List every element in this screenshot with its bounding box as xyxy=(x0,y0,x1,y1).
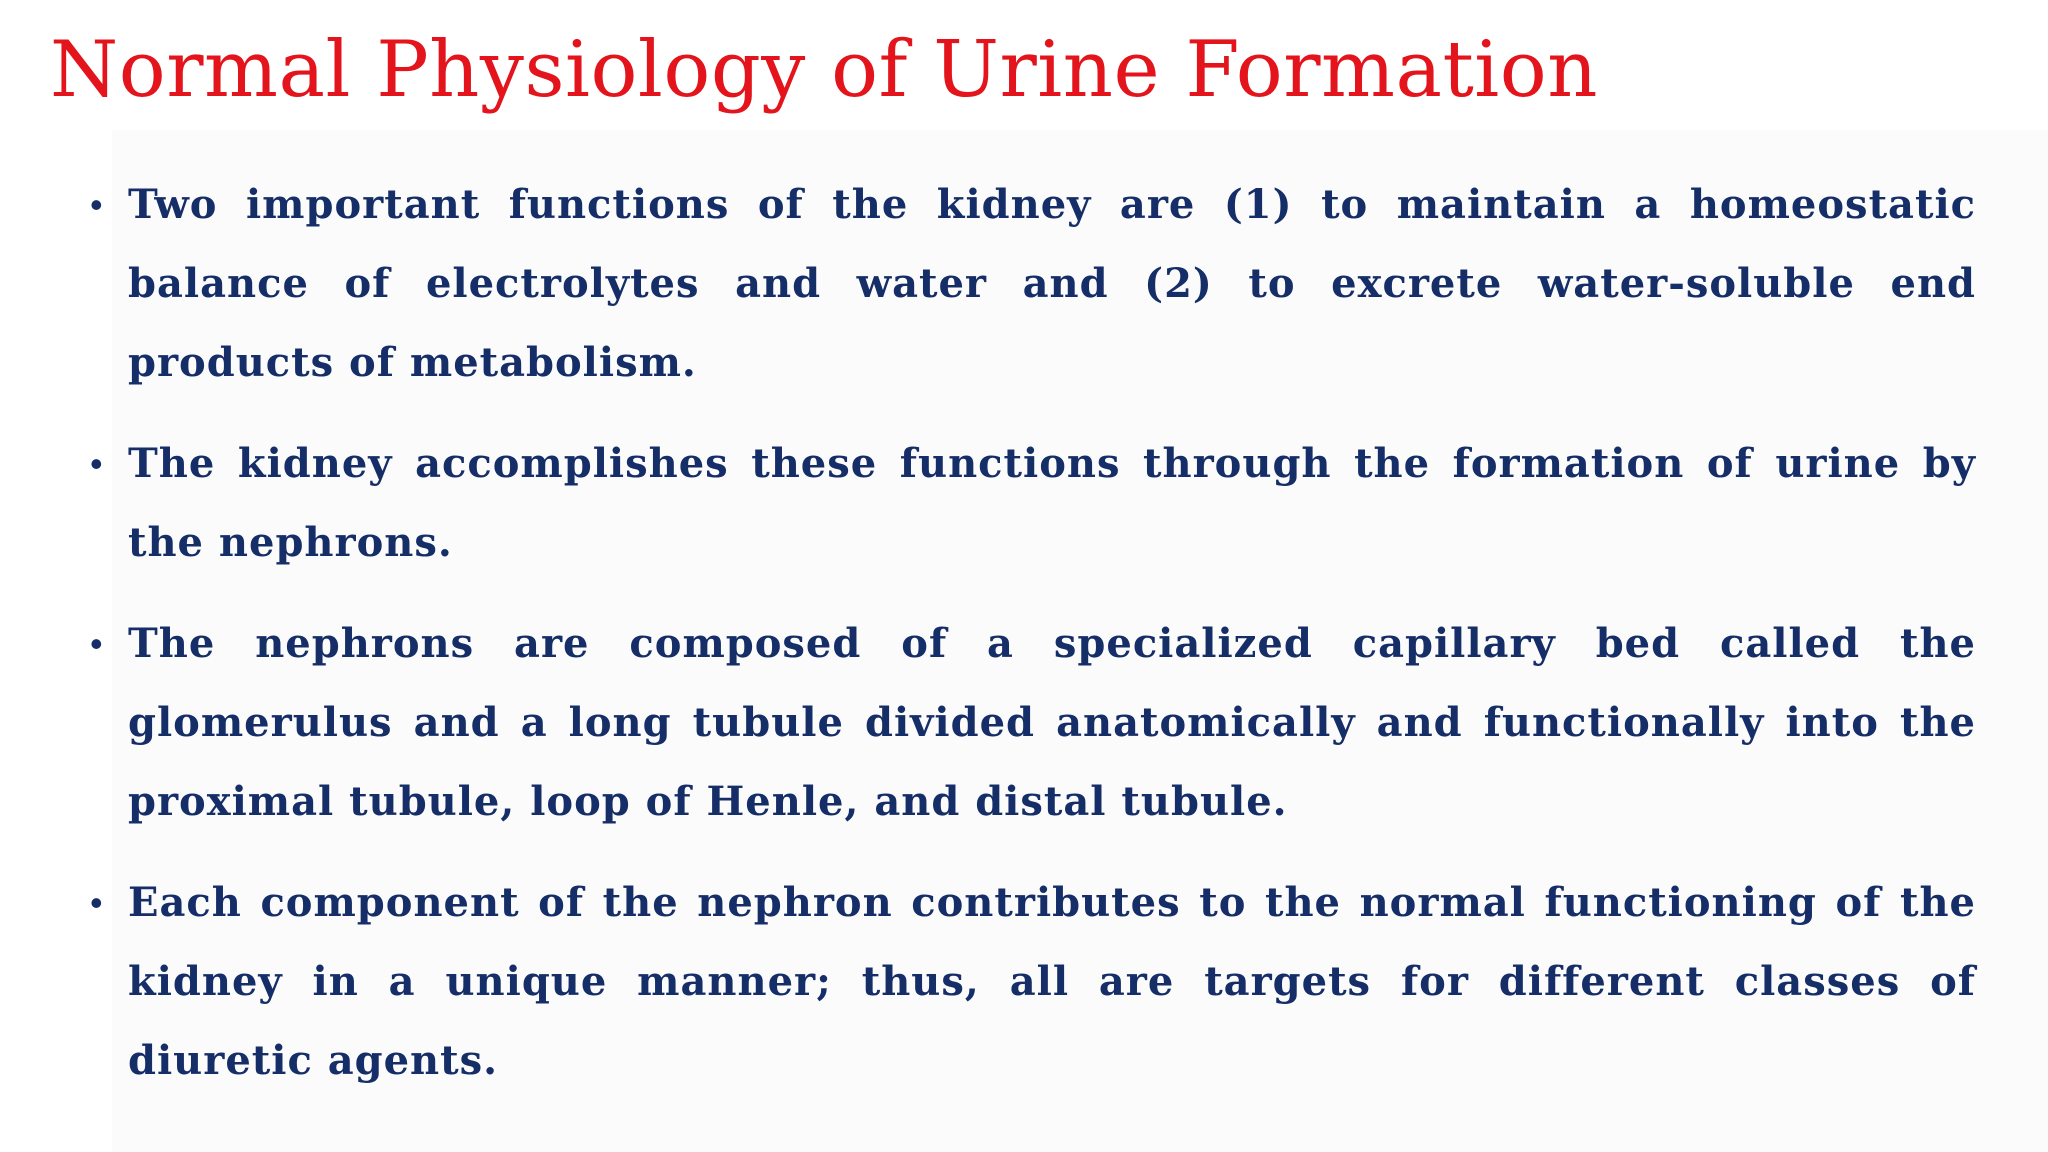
bullet-text: The kidney accomplishes these functions through the formation of urine by the nephrons. xyxy=(128,440,1976,566)
bullet-item-diuretic-targets xyxy=(86,863,1976,1100)
slide-title: Normal Physiology of Urine Formation xyxy=(50,25,1598,115)
bullet-dot-icon: • xyxy=(90,623,104,664)
bullet-text: Two important functions of the kidney are (1) to maintain a homeostatic balance of electrolytes and water and (2) to excrete water-soluble end products of metabolism. xyxy=(128,181,1976,386)
bullet-item-nephron-structure xyxy=(86,604,1976,841)
bullet-dot-icon: • xyxy=(90,184,104,225)
bullet-list xyxy=(86,165,1976,1122)
bullet-item-kidney-functions xyxy=(86,165,1976,402)
bullet-text: Each component of the nephron contributes to the normal functioning of the kidney in a unique manner; thus, all are targets for different classes of diuretic agents. xyxy=(128,879,1976,1084)
bullet-dot-icon: • xyxy=(90,443,104,484)
bullet-item-urine-formation xyxy=(86,424,1976,582)
bullet-text: The nephrons are composed of a specialized capillary bed called the glomerulus and a long tubule divided anatomically and functionally into the proximal tubule, loop of Henle, and distal tubule. xyxy=(128,620,1976,825)
bullet-dot-icon: • xyxy=(90,882,104,923)
